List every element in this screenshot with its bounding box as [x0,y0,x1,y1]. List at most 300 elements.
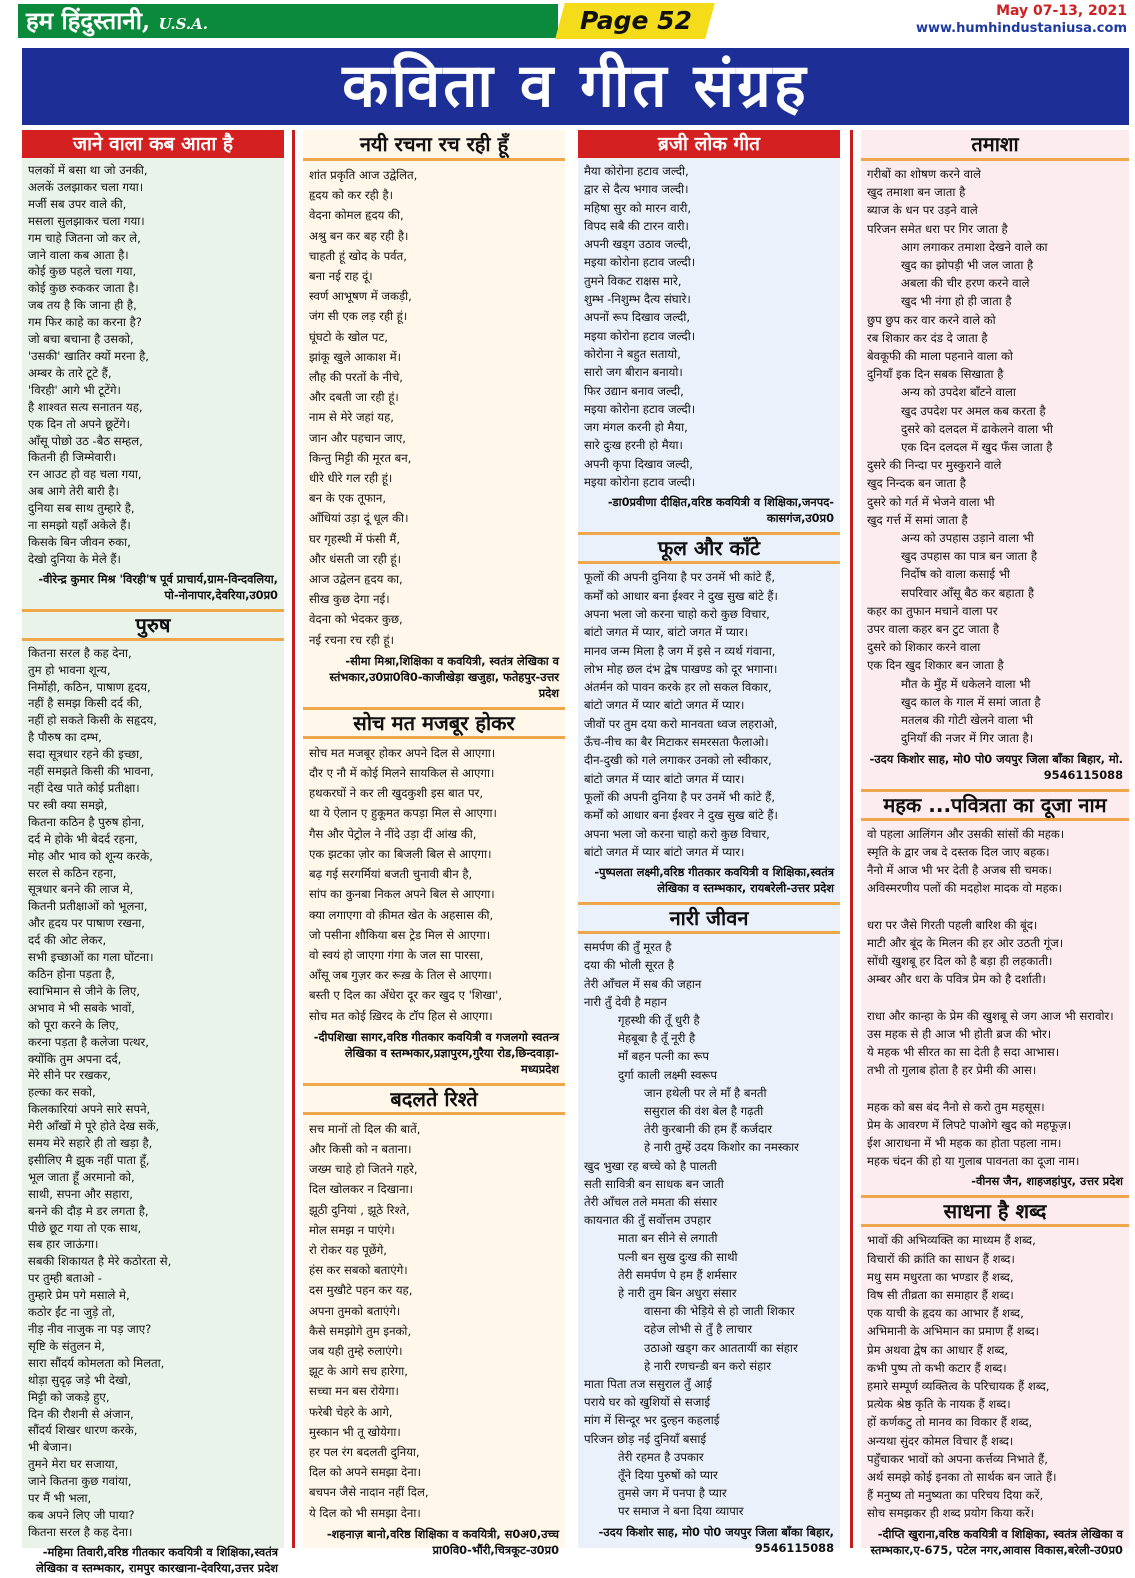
poem-line: शुम्भ -निशुम्भ दैत्य संघारे। [584,292,691,307]
poem-line: समय मेरे सहारे ही तो खड़ा है, [28,1136,153,1151]
poem-line: घर गृहस्थी में फंसी मैं, [309,531,401,546]
poem-author: -डा0प्रवीणा दीक्षित,वरिष्ठ कवयित्री व शिक्षिका,जनपद-कासगंज,उ0प्र0 [607,495,834,526]
poem-line: मइया कोरोना हटाव जल्दी। [584,328,696,343]
poem-line: मुस्कान भी तू खोयेगा। [309,1424,401,1439]
poem-line: इसीलिए मै झुक नहीं पाता हूँ, [28,1152,150,1167]
poem-line: कितना सरल है कह देना, [28,645,132,660]
poem-line: अपनी कृपा दिखाव जल्दी, [584,456,693,471]
poem-body [303,161,565,650]
poem-line: बनने की दौड़ मे डर लगता है, [28,1203,149,1218]
poem-line: ईश आराधना में भी महक का होता पहला नाम। [867,1135,1062,1150]
poem-line: दुसरे को गर्त में भेजने वाला भी [867,494,995,509]
poem-line: मतलब की गोटी खेलने वाला भी [901,713,1033,728]
poem-line: मिट्टी को जकड़े हुए, [28,1389,110,1404]
poem-line: उस महक से ही आज भी होती ब्रज की भोर। [867,1026,1052,1041]
poem-line: दौर ए नौ में कोई मिलने सायकिल से आएगा। [309,766,495,781]
poem-line: गम फिर काहे का करना है? [28,315,142,330]
poem-title: ब्रजी लोक गीत [578,130,840,158]
poem-line: बना नई राह दूं। [309,269,373,284]
poem-line: जंग सी एक लड़ रही हूं। [309,309,408,324]
poem-title: जाने वाला कब आता है [22,130,284,158]
poem-line: कोई कुछ पहले चला गया, [28,264,137,279]
poem-line: कठिन होना पड़ता है, [28,966,115,981]
poem-line: जो बचा बचाना है उसको, [28,332,134,347]
poem-line: फिर उद्यान बनाव जल्दी, [584,383,684,398]
poem-line: मेरी आँखों मे पूरे होते देख सकें, [28,1119,160,1134]
poem-line: अपनी खड्ग उठाव जल्दी, [584,237,692,252]
poem-line: प्रत्येक श्रेष्ठ कृति के नायक हैं शब्द। [867,1397,1011,1412]
poem-author: -उदय किशोर साह, मो0 पो0 जयपुर जिला बाँका बिहार, मो. 9546115088 [869,751,1123,782]
poem-line: बांटो जगत में प्यार, बांटो जगत में प्यार। [584,625,749,640]
poem-line [867,1079,1123,1097]
poem-line: सभी इच्छाओं का गला घोंटना। [28,950,154,965]
poem-body [578,564,840,861]
poem-line: नहीं है समझ किसी दर्द की, [28,696,143,711]
poem-line: किन्तु मिट्टी की मूरत बन, [309,450,412,465]
poem-line: वो स्वयं हो जाएगा गंगा के जल सा पारसा, [309,947,484,962]
poem-line: पीछे छूट गया तो एक साथ, [28,1220,142,1235]
page-header [0,0,1135,44]
poem-line: बन के एक तूफान, [309,491,387,506]
poem-line: हल्का कर सको, [28,1085,96,1100]
poem-line: जख्म चाहे हो जितने गहरे, [309,1162,418,1177]
poem-title: महक ...पवित्रता का दूजा नाम [861,789,1129,821]
poem-line: बेवकूफी की माला पहनाने वाला को [867,349,1013,364]
poem-line: ब्याज के धन पर उड़ने वाले [867,203,978,218]
poem-line: तुमने विकट राक्षस मारे, [584,273,682,288]
poem-line: मइया कोरोना हटाव जल्दी। [584,475,696,490]
poem-author: -वीरेन्द्र कुमार मिश्र 'विरही'ष पूर्व प्राचार्य,ग्राम-विन्दवलिया, पो-नोनापार,देवरिया,उ0प्र0 [38,571,278,602]
poem-line: वेदना कोमल हृदय की, [309,208,404,223]
poem-line: माटी और बूंद के मिलन की हर ओर उठती गूंज। [867,935,1064,950]
poem-line: अबला की चीर हरण करने वाले [901,276,1030,291]
poem-line: सोच मत कोई ख़िरद के टॉप हिल से आएगा। [309,1008,493,1023]
poem-line: साथी, सपना और सहारा, [28,1186,133,1201]
poem-line: फरेबी चेहरे के आगे, [309,1404,393,1419]
poem-line: हे नारी तुम्हें उदय किशोर का नमस्कार [644,1140,799,1155]
poem-line: दर्द की ओट लेकर, [28,933,107,948]
poem-line: दिल खोलकर न दिखाना। [309,1182,413,1197]
poem-line: दर्द मे होके भी बेदर्द रहना, [28,831,138,846]
poem-author: -उदय किशोर साह, मो0 पो0 जयपुर जिला बाँका बिहार, 9546115088 [598,1524,834,1555]
brand-name: हम हिंदुस्तानी, [26,6,151,35]
poem-line: छुप छुप कर वार करने वाले को [867,312,996,327]
column-4 [861,130,1129,1557]
poem-line: पर समाज ने बना दिया व्यापार [618,1504,744,1519]
brand-suffix: U.S.A. [158,15,208,33]
poem-line: अपना तुमको बताएंगे। [309,1303,401,1318]
poem-line: बांटो जगत में प्यार बांटो जगत में प्यार। [584,771,745,786]
poem-line: अन्य को उपदेश बाँटने वाला [901,385,1016,400]
poem-line: था ये ऐलान ए हुकूमत कपड़ा मिल से आएगा। [309,806,497,821]
poem-line: क्या लगाएगा वो क़ीमत खेत के अहसास की, [309,907,494,922]
poem-line: अपनों रूप दिखाव जल्दी, [584,310,691,325]
poem-line: कितनी ही जिम्मेवारी। [28,450,117,465]
poem-line: दुसरे की निन्दा पर मुस्कुराने वाले [867,458,1002,473]
poem-body [861,1227,1129,1522]
poem-line [867,897,1123,915]
website-link[interactable]: www.humhindustaniusa.com [915,21,1127,36]
poem-body [578,934,840,1521]
poem-line: दुनिया सब साथ तुम्हारे है, [28,501,135,516]
poem-line: गरीबों का शोषण करने वाले [867,167,981,181]
poem-line: स्वर्ण आभूषण में जकड़ी, [309,289,412,304]
poem-line: दस मुखौटे पहन कर यह, [309,1283,413,1298]
poem-line: अलकें उलझाकर चला गया। [28,179,144,194]
poem-line: दुनियाँ की नजर में गिर जाता है। [901,731,1034,746]
poem-line: सच मानों तो दिल की बातें, [309,1121,421,1136]
poem-line: मधु सम मधुरता का भण्डार हैं शब्द, [867,1269,1014,1284]
poem-body [303,739,565,1026]
poem-line: लौह की परतों के नीचे, [309,370,403,385]
poem-line: सरल से कठिन रहना, [28,865,117,880]
poem-line: भी बेजान। [28,1440,72,1455]
poem-line: नई रचना रच रही हूं। [309,632,394,647]
poem-line: आँसू जब गुज़र कर रूख़ के तिल से आएगा। [309,968,492,983]
poem-line: बचपन जैसे नादान नहीं दिल, [309,1485,429,1500]
poem-line: नहीं समझते किसी की भावना, [28,764,154,779]
poem-line: भूल जाता हूँ अरमानो को, [28,1169,135,1184]
poem-line: पर तुम्ही बताओ - [28,1271,102,1286]
poem-line: विष सी तीव्रता का समाहार हैं शब्द। [867,1287,1014,1302]
column-divider [850,130,853,1548]
poem-line: सब हार जाऊंगा। [28,1237,99,1252]
poem-line: समर्पण की तुँ मूरत है [584,940,672,955]
poem-line: एक याची के हृदय का आभार हैं शब्द, [867,1306,1024,1321]
masthead-brand [18,4,558,38]
poem-line: दुसरे को दलदल में ढाकेलने वाला भी [901,421,1053,436]
poem-line: नारी तुँ देवी है महान [584,994,667,1009]
poem-line: वो पहला आलिंगन और उसकी सांसों की महक। [867,826,1065,841]
poem-line: एक दिन दलदल में खुद फँस जाता है [901,440,1053,455]
poem-line: अपना भला जो करना चाहो करो कुछ विचार, [584,826,770,841]
poem-author: -दीपशिखा सागर,वरिष्ठ गीतकार कवयित्री व गजलगो स्वतन्त्र लेखिका व स्तम्भकार,प्रज्ञापुरम,गुरैया रोड,छिन्दवाड़ा-मध्यप्रदेश [313,1029,559,1076]
column-divider [292,130,295,1548]
poem-line: घूंघटो के खोल पट, [309,329,388,344]
poem-line: निर्मोही, कठिन, पाषाण हृदय, [28,679,151,694]
poem-line: हृदय को कर रही है। [309,188,394,203]
poem-line: उपर वाला कहर बन टुट जाता है [867,622,1000,637]
poem-line: द्वार से दैत्य भगाव जल्दी। [584,182,689,197]
poem-line: सती सावित्री बन साधक बन जाती [584,1176,724,1191]
poem-line: विचारों की क्रांति का साधन हैं शब्द। [867,1251,1015,1266]
poem-body [861,821,1129,1171]
poem-line: तूँने दिया पुरुषों को प्यार [618,1467,718,1482]
poem-line: सारो जग बीरान बनायो। [584,365,683,380]
poem-line: आँसू पोछो उठ -बैठ सम्हल, [28,433,143,448]
poem-line: तुमने मेरा घर सजाया, [28,1457,119,1472]
poem-line: एक झटका ज़ोर का बिजली बिल से आएगा। [309,846,492,861]
poem-line: सारे दुःख हरनी हो मैया। [584,438,683,453]
poem-line: उठाओ खड्ग कर आततायीं का संहार [644,1340,798,1355]
section-banner: कविता व गीत संग्रह [22,48,1129,125]
poem-line: बस्ती ए दिल का अँधेरा दूर कर खुद ए 'शिखा', [309,988,503,1003]
poem-line: माँ बहन पत्नी का रूप [618,1049,709,1064]
poem-line: चाहती हूं खोद के पर्वत, [309,248,407,263]
poem-line: सौंदर्य शिखर धारण करके, [28,1423,138,1438]
poem-line: अभिमानी के अभिमान का प्रमाण हैं शब्द। [867,1324,1040,1339]
poem-line: नहीं हो सकते किसी के सहृदय, [28,713,157,728]
poem-line: एक दिन खुद शिकार बन जाता है [867,658,1004,673]
poem-line: पहुँचाकर भावों को अपना कर्त्तव्य निभाते हैं, [867,1451,1048,1466]
poem-line: अविस्मरणीय पलों की मदहोश मादक वो महक। [867,881,1063,896]
poem-line: कितना कठिन है पुरुष होना, [28,814,145,829]
poem-line: माता पिता तज ससुराल तुँ आई [584,1376,712,1391]
poem-line: राधा और कान्हा के प्रेम की खुशबू से जग आज भी सरावोर। [867,1008,1114,1023]
poem-title: तमाशा [861,130,1129,161]
poem-line: है पौरुष का दम्भ, [28,730,102,745]
poem-line: मर्जी सब उपर वाले की, [28,196,127,211]
poem-line: कितना सरल है कह देना। [28,1524,133,1539]
poem-line: मांग में सिन्दूर भर दुल्हन कहलाई [584,1413,720,1428]
poem-line: जब यही तुम्हे रुलाएंगे। [309,1343,403,1358]
poem-title: फूल और काँटे [578,532,840,564]
poem-line: तुम हो भावना शून्य, [28,662,111,677]
poem-title: सोच मत मजबूर होकर [303,707,565,739]
poem-line: कर्मों को आधार बना ईश्वर ने दुख सुख बांटे हैं। [584,808,778,823]
poem-line: दिल को अपने समझा देना। [309,1465,422,1480]
poem-line: झांकू खुले आकाश में। [309,349,402,364]
poem-body [22,641,284,1541]
poem-line: मसला सुलझाकर चला गया। [28,213,145,228]
poem-line: जाने कितना कुछ गवांया, [28,1474,132,1489]
poem-line: मौत के मुँह में धकेलने वाला भी [901,676,1031,691]
poem-line: रो रोकर यह पूछेंगे, [309,1242,387,1257]
poem-line: स्वाभिमान से जीने के लिए, [28,983,140,998]
poem-line: खुद उपहास का पात्र बन जाता है [901,549,1038,564]
poem-line: हे नारी तुम बिन अधुरा संसार [618,1285,737,1300]
poem-line: आज उद्वेलन हृदय का, [309,572,403,587]
poem-line: हैं मनुष्य तो मनुष्यता का परिचय दिया करें, [867,1488,1044,1503]
poem-line: अश्रु बन कर बह रही है। [309,228,409,243]
poem-line: दिन की रौशनी से अंजान, [28,1406,134,1421]
poem-line: खुद भी नंगा हो ही जाता है [901,294,1012,309]
poem-author: -सीमा मिश्रा,शिक्षिका व कवयित्री, स्वतंत्र लेखिका व स्तंभकार,उ0प्रा0वि0-काजीखेड़ा खजुहा, फतेहपुर-उत्तर प्रदेश [329,653,559,700]
poem-line: जीवों पर तुम दया करो मानवता ध्वज लहराओ, [584,716,778,731]
poem-line: कभी पुष्प तो कभी कटार हैं शब्द। [867,1360,1007,1375]
poem-line: जग मंगल करनी हो मैया, [584,420,688,435]
poem-body [861,161,1129,748]
poem-line: आँधियां उड़ा दूं धूल की। [309,511,409,526]
poem-line: पलकों में बसा था जो उनकी, [28,163,148,177]
poem-line: दुर्गा काली लक्ष्मी स्वरूप [618,1067,718,1082]
poem-line: परिजन छोड़ नई दुनियाँ बसाई [584,1431,707,1446]
poem-line: खुद तमाशा बन जाता है [867,185,966,200]
poem-line: ऊँच-नीच का बैर मिटाकर समरसता फैलाओ। [584,735,769,750]
issue-date: May 07-13, 2021 [996,3,1127,19]
poem-line: 'विरही' आगे भी टूटेंगे। [28,382,121,397]
poem-line: हर पल रंग बदलती दुनिया, [309,1444,420,1459]
poem-line: कहर का तुफान मचाने वाला पर [867,603,998,618]
poem-line: झूठी दुनियां , झूठे रिश्ते, [309,1202,410,1217]
poem-line: सृष्टि के संतुलन मे, [28,1338,105,1353]
poem-line: हे नारी रणचन्डी बन करो संहार [644,1358,772,1373]
poem-line: मेहबूबा है तूँ नूरी है [618,1031,696,1046]
poem-line: तेरी रहमत है उपकार [618,1449,704,1464]
poem-line: फूलों की अपनी दुनिया है पर उनमें भी कांटे हैं, [584,789,776,804]
poem-line: रब शिकार कर दंड दे जाता है [867,330,988,345]
poem-line: रन आउट हो वह चला गया, [28,467,142,482]
poem-line: मइया कोरोना हटाव जल्दी। [584,401,696,416]
poem-line: मोह और भाव को शून्य करके, [28,848,153,863]
poem-line: प्रेम अथवा द्वेष का आधार हैं शब्द, [867,1342,1009,1357]
poem-line: जाने वाला कब आता है। [28,247,129,262]
poem-line: अपना भला जो करना चाहो करो कुछ विचार, [584,606,770,621]
poem-line: हमारे सम्पूर्ण व्यक्तित्व के परिचायक हैं शब्द, [867,1378,1050,1393]
poem-line: दया की भोली सूरत है [584,958,674,973]
column-1 [22,130,284,1575]
poem-line: क्योंकि तुम अपना दर्द, [28,1051,122,1066]
poem-line: हंस कर सबको बताएंगे। [309,1263,408,1278]
poem-line: सपरिवार आँसू बैठ कर बहाता है [901,585,1035,600]
poem-line: खुद भुखा रह बच्चे को है पालती [584,1158,717,1173]
poem-line: अंतर्मन को पावन करके हर लो सकल विकार, [584,680,772,695]
poem-line: 'उसकी' खातिर क्यों मरना है, [28,348,149,363]
poem-line: पर स्त्री क्या समझे, [28,797,108,812]
poem-line: अम्बर के तारे टूटे हैं, [28,365,112,380]
poem-line: और हृदय पर पाषाण रखना, [28,916,145,931]
poem-line: बांटो जगत में प्यार बांटो जगत में प्यार। [584,698,745,713]
poem-line: कोई कुछ रुककर जाता है। [28,281,139,296]
poem-line: तेरी आँचल में सब की जहान [584,976,702,991]
poem-line: कोरोना ने बहुत सतायो, [584,346,681,361]
poem-line: सोच मत मजबूर होकर अपने दिल से आएगा। [309,745,496,760]
poem-line: नीड़ नीव नाजुक ना पड़ जाए? [28,1322,152,1336]
column-3 [578,130,840,1555]
poem-line: अर्थ समझे कोई इनका तो सार्थक बन जाते हैं। [867,1470,1057,1484]
poem-line: गम चाहे जितना जो कर ले, [28,230,141,245]
poem-body [578,158,840,491]
poem-line: जान हथेली पर ले माँ है बनती [644,1085,767,1100]
poem-line: नहीं देख पाते कोई प्रतीक्षा। [28,781,140,795]
poem-title: बदलते रिश्ते [303,1083,565,1115]
poem-line: खुद उपदेश पर अमल कब करता है [901,403,1046,418]
poem-line: है शाश्वत सत्य सनातन यह, [28,399,143,414]
poem-line: किसके बिन जीवन रुका, [28,534,131,549]
poem-line: वेदना को भेदकर कुछ, [309,612,403,627]
poem-line: विपद सबै की टारन वारी। [584,218,689,233]
poem-line: ये महक भी सीरत का सा देती है सदा आभास। [867,1044,1060,1059]
poem-line: दुनियाँ इक दिन सबक सिखाता है [867,367,1004,382]
poem-line: फूलों की अपनी दुनिया है पर उनमें भी कांटे हैं, [584,570,776,585]
poem-line: सोच समझकर ही शब्द प्रयोग किया करें। [867,1506,1035,1521]
poem-line: देखो दुनिया के मेले हैं। [28,551,121,566]
poem-line: सबकी शिकायत है मेरे कठोरता से, [28,1254,172,1269]
poem-line: तेरी समर्पण पे हम हैं शर्मसार [618,1267,737,1282]
poem-line: आग लगाकर तमाशा देखने वाले का [901,239,1048,254]
poem-line: ये दिल को भी समझा देना। [309,1505,421,1520]
poem-line: धीरे धीरे गल रही हूं। [309,471,393,486]
poem-line: किलकारियां अपने सारे सपने, [28,1102,151,1117]
poem-author: -पुष्पलता लक्ष्मी,वरिष्ठ गीतकार कवयित्री व शिक्षिका,स्वतंत्र लेखिका व स्तम्भकार, रायबरेली-उत्तर प्रदेश [594,865,834,896]
poem-line: कितनी प्रतीक्षाओं को भूलना, [28,899,148,914]
poem-line: मैया कोरोना हटाव जल्दी, [584,164,689,178]
poem-line: परिजन समेत धरा पर गिर जाता है [867,221,1008,236]
poem-line: एक दिन तो अपने छूटेंगे। [28,416,131,431]
poem-line: मानव जन्म मिला है जग में इसे न व्यर्थ गंवाना, [584,643,776,658]
poem-line: तुमसे जग में पनपा है प्यार [618,1486,727,1501]
poem-line: मइया कोरोना हटाव जल्दी। [584,255,696,270]
poem-line: अभाव मे भी सबके भावों, [28,1000,135,1015]
poem-author: -शहनाज़ बानो,वरिष्ठ शिक्षिका व कवयित्री, स0अ0,उच्च प्रा0वि0-भौंरी,चित्रकूट-उ0प्र0 [326,1526,559,1557]
poem-author: -महिमा तिवारी,वरिष्ठ गीतकार कवयित्री व शिक्षिका,स्वतंत्र लेखिका व स्तम्भकार, रामपुर कारखाना-देवरिया,उत्तर प्रदेश [36,1544,278,1575]
poem-line: अन्यथा सुंदर कोमल विचार हैं शब्द। [867,1433,1014,1448]
poem-line: सांप का कुनबा निकल अपने बिल से आएगा। [309,887,495,902]
poem-line: गृहस्थी की तूँ धुरी है [618,1012,700,1027]
poem-line: और किसी को न बताना। [309,1141,412,1156]
poem-line: और धंसती जा रही हूं। [309,551,401,566]
poem-line: झूट के आगे सच हारेगा, [309,1364,408,1379]
poem-line: हथकरघों ने कर ली खुदकुशी इस बात पर, [309,786,484,801]
poem-line: गैस और पेट्रोल ने नींदे उड़ा दीं आंख की, [309,826,477,841]
poem-line: कैसे समझोगे तुम इनको, [309,1323,412,1338]
poem-line: स्मृति के द्वार जब दे दस्तक दिल जाए बहक। [867,844,1050,859]
poem-line: सदा सूत्रधार रहने की इच्छा, [28,747,143,762]
poem-line: जान और पहचान जाए, [309,430,406,445]
poem-line: कब अपने लिए जी पाया? [28,1507,135,1522]
poem-line: शांत प्रकृति आज उद्वेलित, [309,168,418,182]
poem-line: कर्मों को आधार बना ईश्वर ने दुख सुख बांटे हैं। [584,588,778,603]
poem-line: जब तय है कि जाना ही है, [28,298,137,313]
poem-line: नैनो में आज भी भर देती है अजब सी चमक। [867,862,1052,877]
poem-line: खुद निन्दक बन जाता है [867,476,966,491]
poem-line: निर्दोष को वाला कसाई भी [901,567,1010,582]
poem-body [22,158,284,568]
poem-line: खुद गर्त्त में समां जाता है [867,512,968,527]
poem-line: भावों की अभिव्यक्ति का माध्यम हैं शब्द, [867,1233,1036,1248]
poem-line: सोंधी खुशबू हर दिल को है बड़ा ही लहकाती। [867,953,1053,968]
poem-body [303,1115,565,1523]
poem-line: अम्बर और धरा के पवित्र प्रेम को है दर्शाती। [867,972,1046,987]
poem-author: -दीप्ति खुराना,वरिष्ठ कवयित्री व शिक्षिका, स्वतंत्र लेखिका व स्तम्भकार,ए-675, पटेल नगर,आवास विकास,बरेली-उ0प्र0 [870,1526,1123,1557]
poem-line: महक को बस बंद नैनो से करो तुम महसूस। [867,1099,1045,1114]
poem-line: खुद का झोपड़ी भी जल जाता है [901,258,1034,273]
page-number: Page 52 [580,6,692,35]
poem-line: ससुराल की वंश बेल है गढ़ती [644,1103,764,1118]
poem-line: कठोर ईंट ना जुड़े तो, [28,1305,116,1320]
poem-line [867,988,1123,1006]
poem-line: दीन-दुखी को गले लगाकर उनको लो स्वीकार, [584,753,772,768]
poem-title: नारी जीवन [578,902,840,934]
column-2 [303,130,565,1557]
poem-line: करना पड़ता है कलेजा पत्थर, [28,1034,149,1049]
poem-line: पत्नी बन सुख दुःख की साथी [618,1249,738,1264]
poem-line: को पूरा करने के लिए, [28,1017,119,1032]
poem-line: सारा सौंदर्य कोमलता को मिलता, [28,1355,165,1370]
poem-line: माता बन सीने से लगाती [618,1231,718,1246]
poem-line: तुम्हारे प्रेम पगे मसाले मे, [28,1288,130,1303]
poem-line: महिषा सुर को मारन वारी, [584,200,692,215]
poem-line: और दबती जा रही हूं। [309,390,399,405]
poem-line: पराये घर को खुशियों से सजाई [584,1395,711,1410]
poem-line: तेरी कुरबानी की हम हैं कर्जदार [644,1122,773,1137]
poem-line: अब आगे तेरी बारी है। [28,484,119,499]
poem-title: नयी रचना रच रही हूँ [303,130,565,161]
poem-line: अन्य को उपहास उड़ाने वाला भी [901,531,1034,546]
poem-title: पुरुष [22,609,284,641]
poem-line: बांटो जगत में प्यार बांटो जगत में प्यार। [584,844,745,859]
poem-title: साधना है शब्द [861,1195,1129,1227]
poem-line: महक चंदन की हो या गुलाब पावनता का दूजा नाम। [867,1154,1080,1169]
poem-line: तेरी आँचल तले ममता की संसार [584,1194,718,1209]
poem-line: कायनात की तुँ सर्वोत्तम उपहार [584,1213,712,1228]
poem-line: थोड़ा सुदृढ़ जड़े भी देखो, [28,1372,132,1387]
poem-line: जो पसीना शौकिया बस ट्रेड मिल से आएगा। [309,927,491,942]
poem-line: खुद काल के गाल में समां जाता है [901,694,1041,709]
poem-author: -वीनस जैन, शाहजहांपुर, उत्तर प्रदेश [971,1174,1123,1189]
poem-line: तभी तो गुलाब होता है हर प्रेमी की आस। [867,1063,1037,1078]
poem-line: सूत्रधार बनने की लाज मे, [28,882,134,897]
